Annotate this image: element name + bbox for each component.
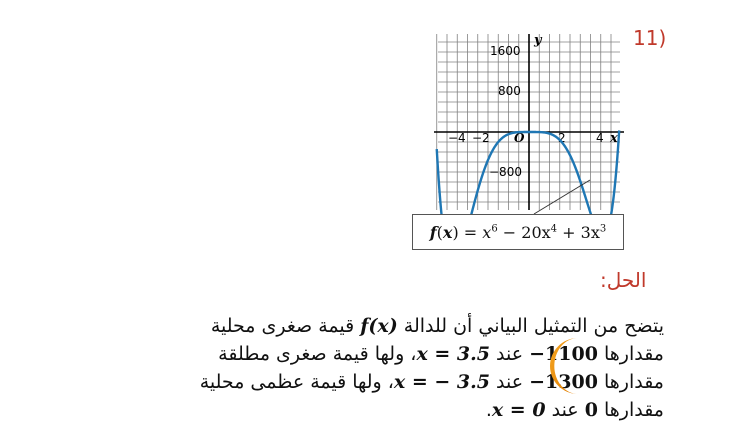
x-tick-label: 4 (596, 131, 604, 145)
x-tick-label: −2 (472, 131, 490, 145)
function-graph (410, 30, 630, 215)
function-formula: $f(x) = x^6 - 20x^4 + 3x^3$ (412, 214, 624, 250)
y-tick-label: 1600 (490, 44, 521, 58)
problem-number: 11) (633, 26, 667, 50)
formula-leader-line (534, 180, 590, 214)
y-tick-label: −800 (489, 165, 522, 179)
origin-label: O (514, 131, 525, 145)
x-tick-label: 2 (558, 131, 566, 145)
solution-label: الحل: (600, 268, 647, 292)
solution-line: مقدارها −1300 عند x = − 3.5، ولها قيمة عظمى محلية (199, 371, 664, 393)
x-tick-label: −4 (448, 131, 466, 145)
y-tick-label: 800 (498, 84, 521, 98)
solution-line: مقدارها −1100 عند x = 3.5، ولها قيمة صغرى مطلقة (218, 343, 664, 365)
y-axis-label: y (534, 33, 542, 48)
solution-line: يتضح من التمثيل البياني أن للدالة f(x) قيمة صغرى محلية (210, 315, 664, 337)
x-axis-label: x (610, 131, 618, 146)
solution-line: مقدارها 0 عند x = 0. (485, 399, 664, 421)
crescent-logo (548, 336, 584, 396)
graph-tick-labels (448, 33, 618, 179)
